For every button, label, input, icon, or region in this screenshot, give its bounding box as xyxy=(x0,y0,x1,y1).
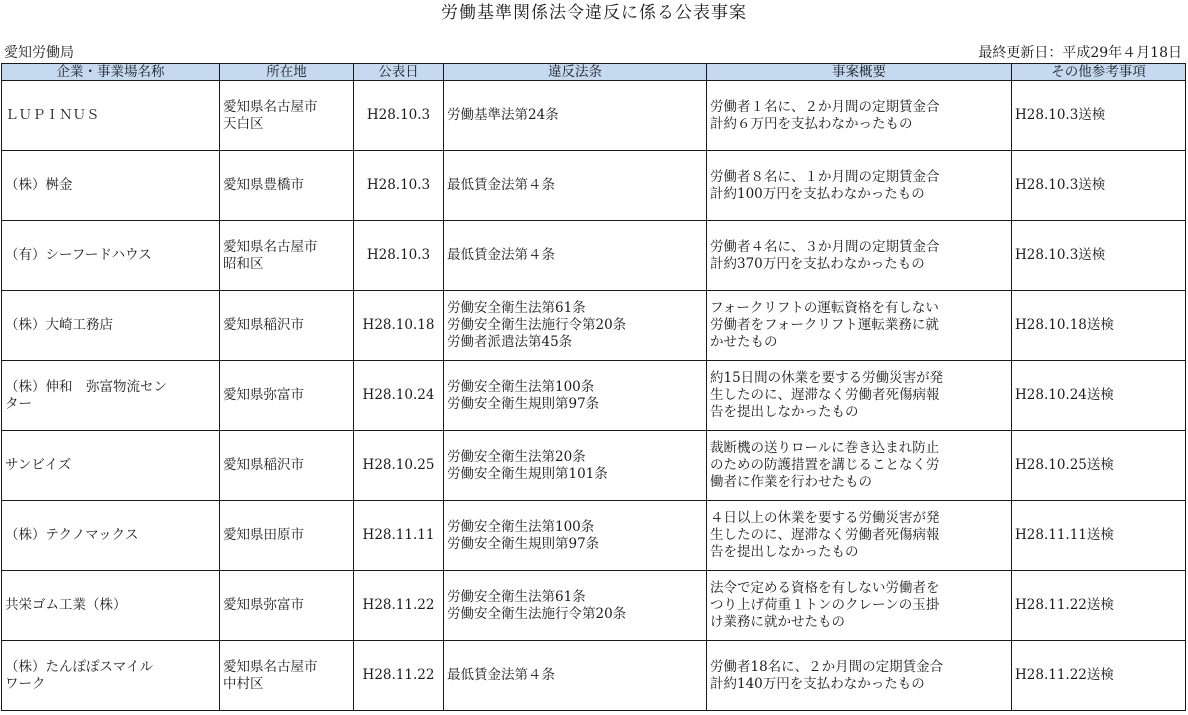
location-cell xyxy=(220,501,354,571)
column-header-summary: 事案概要 xyxy=(707,64,1012,81)
company-cell xyxy=(2,151,220,221)
law-cell xyxy=(444,221,707,291)
bureau-name: 愛知労働局 xyxy=(4,45,74,61)
notes-cell-text: H28.11.22送検 xyxy=(1015,597,1114,613)
summary-cell xyxy=(707,81,1012,151)
location-cell xyxy=(220,361,354,431)
law-cell-text: 最低賃金法第４条 xyxy=(447,177,555,193)
notes-cell-text: H28.11.11送検 xyxy=(1015,527,1114,543)
summary-cell xyxy=(707,641,1012,711)
company-cell-text: サンビイズ xyxy=(5,457,72,473)
law-cell xyxy=(444,151,707,221)
page-title: 労働基準関係法令違反に係る公表事案 xyxy=(441,3,747,23)
location-cell xyxy=(220,641,354,711)
notes-cell-text: H28.10.18送検 xyxy=(1015,317,1114,333)
company-cell xyxy=(2,431,220,501)
notes-cell xyxy=(1012,641,1186,711)
notes-cell-text: H28.10.3送検 xyxy=(1015,247,1106,263)
company-cell xyxy=(2,291,220,361)
law-cell-text: 労働安全衛生法第100条 労働安全衛生規則第97条 xyxy=(447,518,600,552)
cases-table xyxy=(1,63,1186,711)
date-cell-text: H28.10.24 xyxy=(362,387,435,403)
date-cell xyxy=(354,641,444,711)
table-row xyxy=(2,431,1186,501)
notes-cell xyxy=(1012,291,1186,361)
summary-cell-text: ４日以上の休業を要する労働災害が発 生したのに、遅滞なく労働者死傷病報 告を提出しなかったもの xyxy=(710,510,940,560)
notes-cell xyxy=(1012,431,1186,501)
location-cell-text: 愛知県稲沢市 xyxy=(223,317,304,333)
law-cell xyxy=(444,431,707,501)
date-cell-text: H28.11.22 xyxy=(362,667,435,683)
company-cell xyxy=(2,361,220,431)
location-cell-text: 愛知県弥富市 xyxy=(223,597,304,613)
summary-cell-text: 労働者１名に、２か月間の定期賃金合 計約６万円を支払わなかったもの xyxy=(710,98,940,132)
date-cell xyxy=(354,221,444,291)
notes-cell xyxy=(1012,361,1186,431)
column-header-location: 所在地 xyxy=(220,64,354,81)
company-cell xyxy=(2,571,220,641)
company-cell-text: （有）シーフードハウス xyxy=(5,247,152,263)
location-cell xyxy=(220,291,354,361)
notes-cell-text: H28.11.22送検 xyxy=(1015,667,1114,683)
summary-cell-text: 労働者４名に、３か月間の定期賃金合 計約370万円を支払わなかったもの xyxy=(710,238,940,272)
location-cell xyxy=(220,151,354,221)
date-cell-text: H28.10.3 xyxy=(366,177,431,193)
table-header-row xyxy=(2,64,1186,81)
law-cell-text: 労働安全衛生法第61条 労働安全衛生法施行令第20条 xyxy=(447,588,627,622)
law-cell xyxy=(444,501,707,571)
summary-cell-text: 労働者18名に、２か月間の定期賃金合 計約140万円を支払わなかったもの xyxy=(710,658,944,692)
company-cell-text: ＬＵＰＩＮＵＳ xyxy=(5,107,100,123)
date-cell-text: H28.10.3 xyxy=(366,247,431,263)
notes-cell xyxy=(1012,571,1186,641)
summary-cell xyxy=(707,291,1012,361)
summary-cell-text: 裁断機の送りロールに巻き込まれ防止 のための防護措置を講じることなく労 働者に作業を行わせたもの xyxy=(710,440,940,490)
notes-cell-text: H28.10.3送検 xyxy=(1015,177,1106,193)
location-cell-text: 愛知県稲沢市 xyxy=(223,457,304,473)
company-cell-text: （株）桝金 xyxy=(5,177,73,193)
date-cell xyxy=(354,151,444,221)
law-cell-text: 最低賃金法第４条 xyxy=(447,667,555,683)
table-row xyxy=(2,641,1186,711)
notes-cell-text: H28.10.25送検 xyxy=(1015,457,1114,473)
company-cell-text: （株）大崎工務店 xyxy=(5,317,113,333)
location-cell-text: 愛知県名古屋市 昭和区 xyxy=(223,238,318,272)
company-cell xyxy=(2,81,220,151)
column-header-company: 企業・事業場名称 xyxy=(2,64,220,81)
law-cell-text: 労働安全衛生法第100条 労働安全衛生規則第97条 xyxy=(447,378,600,412)
column-header-date: 公表日 xyxy=(354,64,444,81)
date-cell-text: H28.11.11 xyxy=(362,527,435,543)
summary-cell xyxy=(707,431,1012,501)
location-cell xyxy=(220,221,354,291)
date-cell xyxy=(354,291,444,361)
location-cell-text: 愛知県弥富市 xyxy=(223,387,304,403)
company-cell-text: 共栄ゴム工業（株） xyxy=(5,597,127,613)
company-cell-text: （株）テクノマックス xyxy=(5,527,139,543)
law-cell xyxy=(444,361,707,431)
notes-cell xyxy=(1012,501,1186,571)
company-cell-text: （株）たんぽぽスマイル ワーク xyxy=(5,658,153,692)
law-cell-text: 労働安全衛生法第61条 労働安全衛生法施行令第20条 労働者派遣法第45条 xyxy=(447,300,627,350)
last-updated: 最終更新日：平成29年４月18日 xyxy=(978,45,1182,61)
company-cell-text: （株）伸和 弥富物流セン ター xyxy=(5,378,167,412)
summary-cell xyxy=(707,361,1012,431)
notes-cell-text: H28.10.3送検 xyxy=(1015,107,1106,123)
law-cell xyxy=(444,291,707,361)
column-header-notes: その他参考事項 xyxy=(1012,64,1186,81)
date-cell-text: H28.11.22 xyxy=(362,597,435,613)
date-cell xyxy=(354,431,444,501)
law-cell xyxy=(444,641,707,711)
table-row xyxy=(2,151,1186,221)
summary-cell xyxy=(707,501,1012,571)
notes-cell xyxy=(1012,151,1186,221)
location-cell xyxy=(220,571,354,641)
company-cell xyxy=(2,501,220,571)
summary-cell xyxy=(707,571,1012,641)
table-row xyxy=(2,571,1186,641)
notes-cell xyxy=(1012,221,1186,291)
date-cell xyxy=(354,81,444,151)
table-row xyxy=(2,221,1186,291)
summary-cell-text: 約15日間の休業を要する労働災害が発 生したのに、遅滞なく労働者死傷病報 告を提出しなかったもの xyxy=(710,370,944,420)
summary-cell-text: 法令で定める資格を有しない労働者を つり上げ荷重１トンのクレーンの玉掛 け業務に就かせたもの xyxy=(710,580,940,630)
date-cell-text: H28.10.3 xyxy=(366,107,431,123)
date-cell-text: H28.10.18 xyxy=(362,317,435,333)
date-cell xyxy=(354,501,444,571)
location-cell-text: 愛知県名古屋市 中村区 xyxy=(223,658,318,692)
date-cell-text: H28.10.25 xyxy=(362,457,435,473)
summary-cell-text: 労働者８名に、１か月間の定期賃金合 計約100万円を支払わなかったもの xyxy=(710,168,940,202)
company-cell xyxy=(2,641,220,711)
table-row xyxy=(2,361,1186,431)
location-cell xyxy=(220,81,354,151)
summary-cell xyxy=(707,221,1012,291)
notes-cell xyxy=(1012,81,1186,151)
summary-cell xyxy=(707,151,1012,221)
table-row xyxy=(2,291,1186,361)
law-cell xyxy=(444,81,707,151)
law-cell-text: 最低賃金法第４条 xyxy=(447,247,555,263)
date-cell xyxy=(354,571,444,641)
summary-cell-text: フォークリフトの運転資格を有しない 労働者をフォークリフト運転業務に就 かせたもの xyxy=(710,300,939,350)
table-row xyxy=(2,501,1186,571)
table-row xyxy=(2,81,1186,151)
location-cell xyxy=(220,431,354,501)
date-cell xyxy=(354,361,444,431)
law-cell-text: 労働基準法第24条 xyxy=(447,107,559,123)
notes-cell-text: H28.10.24送検 xyxy=(1015,387,1114,403)
location-cell-text: 愛知県名古屋市 天白区 xyxy=(223,98,318,132)
law-cell-text: 労働安全衛生法第20条 労働安全衛生規則第101条 xyxy=(447,448,608,482)
column-header-law: 違反法条 xyxy=(444,64,707,81)
law-cell xyxy=(444,571,707,641)
company-cell xyxy=(2,221,220,291)
location-cell-text: 愛知県豊橋市 xyxy=(223,177,304,193)
location-cell-text: 愛知県田原市 xyxy=(223,527,304,543)
